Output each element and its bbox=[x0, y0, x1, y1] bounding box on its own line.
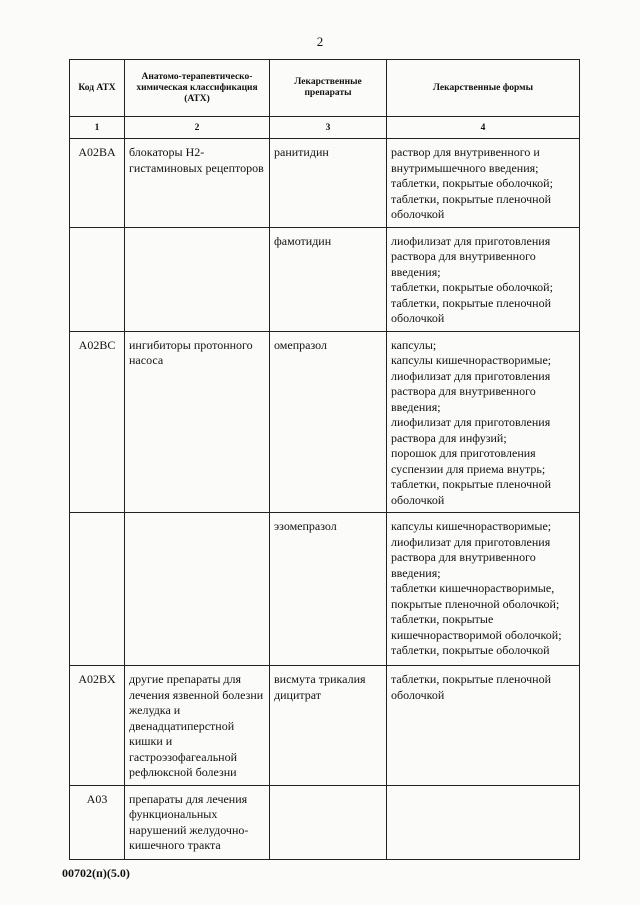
dosage-forms bbox=[387, 666, 579, 707]
atx-classification-cell bbox=[125, 139, 270, 228]
header-forms: Лекарственные формы bbox=[387, 60, 580, 117]
dosage-form-item: капсулы кишечнорастворимые; bbox=[391, 519, 552, 533]
dosage-form-item: лиофилизат для приготовления раствора для внутривенного введения; bbox=[391, 534, 551, 580]
atx-classification bbox=[125, 228, 269, 238]
atx-code: A02BX bbox=[78, 672, 116, 686]
drug-name-cell bbox=[270, 331, 387, 513]
atx-code-cell bbox=[70, 227, 125, 331]
atx-code: A02BA bbox=[78, 145, 116, 159]
atx-classification-cell bbox=[125, 785, 270, 859]
table-body bbox=[70, 139, 580, 860]
table-row bbox=[70, 331, 580, 513]
drug-name-cell bbox=[270, 666, 387, 786]
dosage-form-item: лиофилизат для приготовления раствора для внутривенного введения; bbox=[391, 368, 551, 414]
dosage-form-item: таблетки, покрытые пленочной оболочкой bbox=[391, 295, 552, 325]
column-number: 2 bbox=[125, 117, 270, 139]
dosage-forms-cell bbox=[387, 139, 580, 228]
dosage-form-item: таблетки, покрытые оболочкой; bbox=[391, 280, 553, 294]
dosage-forms bbox=[387, 332, 579, 513]
atx-code-cell bbox=[70, 666, 125, 786]
dosage-form-item: таблетки, покрытые оболочкой bbox=[391, 643, 550, 657]
dosage-forms-cell bbox=[387, 331, 580, 513]
dosage-form-item: капсулы кишечнорастворимые; bbox=[391, 353, 552, 367]
page-number: 2 bbox=[316, 34, 324, 49]
dosage-form-item: таблетки, покрытые кишечнорастворимой оболочкой; bbox=[391, 612, 562, 642]
dosage-form-item: капсулы; bbox=[391, 337, 437, 352]
atx-code bbox=[70, 513, 124, 523]
table-row bbox=[70, 513, 580, 666]
atx-code-cell bbox=[70, 785, 125, 859]
dosage-form-item: таблетки, покрытые оболочкой; bbox=[391, 176, 553, 190]
atx-classification: блокаторы H2-гистаминовых рецепторов bbox=[129, 145, 264, 175]
atx-classification: другие препараты для лечения язвенной болезни желудка и двенадцатиперстной кишки и гастроэзофагеальной рефлюксной болезни bbox=[129, 672, 264, 779]
drug-name: фамотидин bbox=[274, 233, 332, 248]
document-code: 00702(п)(5.0) bbox=[62, 866, 130, 880]
dosage-form-item: таблетки, покрытые пленочной оболочкой bbox=[391, 191, 552, 221]
dosage-form-item: лиофилизат для приготовления раствора для внутривенного введения; bbox=[391, 233, 551, 279]
atx-table bbox=[69, 59, 580, 860]
dosage-forms-cell bbox=[387, 513, 580, 666]
table-row bbox=[70, 227, 580, 331]
atx-classification: препараты для лечения функциональных нарушений желудочно-кишечного тракта bbox=[129, 791, 249, 852]
drug-name: эзомепразол bbox=[274, 519, 337, 533]
column-number-row bbox=[70, 117, 580, 139]
table-row bbox=[70, 666, 580, 786]
atx-classification bbox=[125, 513, 269, 523]
atx-classification: ингибиторы протонного насоса bbox=[129, 337, 253, 367]
atx-code bbox=[70, 228, 124, 238]
dosage-form-item: порошок для приготовления суспензии для приема внутрь; bbox=[391, 446, 546, 476]
dosage-forms-cell bbox=[387, 227, 580, 331]
dosage-forms bbox=[387, 139, 579, 227]
dosage-form-item: лиофилизат для приготовления раствора для инфузий; bbox=[391, 415, 551, 445]
atx-classification-cell bbox=[125, 666, 270, 786]
header-classification: Анатомо-терапевтическо-химическая классификация (АТХ) bbox=[125, 60, 270, 117]
header-row bbox=[70, 60, 580, 117]
dosage-form-item: таблетки, покрытые пленочной оболочкой bbox=[391, 477, 552, 507]
dosage-forms-cell bbox=[387, 785, 580, 859]
atx-code-cell bbox=[70, 139, 125, 228]
drug-name-cell bbox=[270, 513, 387, 666]
atx-code-cell bbox=[70, 513, 125, 666]
drug-name-cell bbox=[270, 227, 387, 331]
header-drugs: Лекарственные препараты bbox=[270, 60, 387, 117]
column-number: 4 bbox=[387, 117, 580, 139]
column-number: 1 bbox=[70, 117, 125, 139]
dosage-forms-cell bbox=[387, 666, 580, 786]
atx-code: A03 bbox=[86, 791, 108, 806]
dosage-forms bbox=[387, 228, 579, 331]
dosage-forms bbox=[387, 513, 579, 663]
table-row bbox=[70, 785, 580, 859]
atx-classification-cell bbox=[125, 227, 270, 331]
dosage-form-item: таблетки кишечнорастворимые, покрытые пленочной оболочкой; bbox=[391, 581, 560, 611]
column-number: 3 bbox=[270, 117, 387, 139]
atx-classification-cell bbox=[125, 331, 270, 513]
drug-name-cell bbox=[270, 139, 387, 228]
dosage-form-item: таблетки, покрытые пленочной оболочкой bbox=[391, 672, 552, 702]
atx-code-cell bbox=[70, 331, 125, 513]
header-code: Код АТХ bbox=[70, 60, 125, 117]
dosage-forms bbox=[387, 786, 579, 796]
drug-name: висмута трикалия дицитрат bbox=[274, 672, 366, 702]
table-row bbox=[70, 139, 580, 228]
drug-name: ранитидин bbox=[274, 145, 329, 159]
drug-name: омепразол bbox=[274, 337, 327, 352]
atx-code: A02BC bbox=[78, 337, 116, 352]
atx-classification-cell bbox=[125, 513, 270, 666]
drug-name-cell bbox=[270, 785, 387, 859]
drug-name bbox=[270, 786, 386, 796]
dosage-form-item: раствор для внутривенного и внутримышечного введения; bbox=[391, 145, 540, 175]
